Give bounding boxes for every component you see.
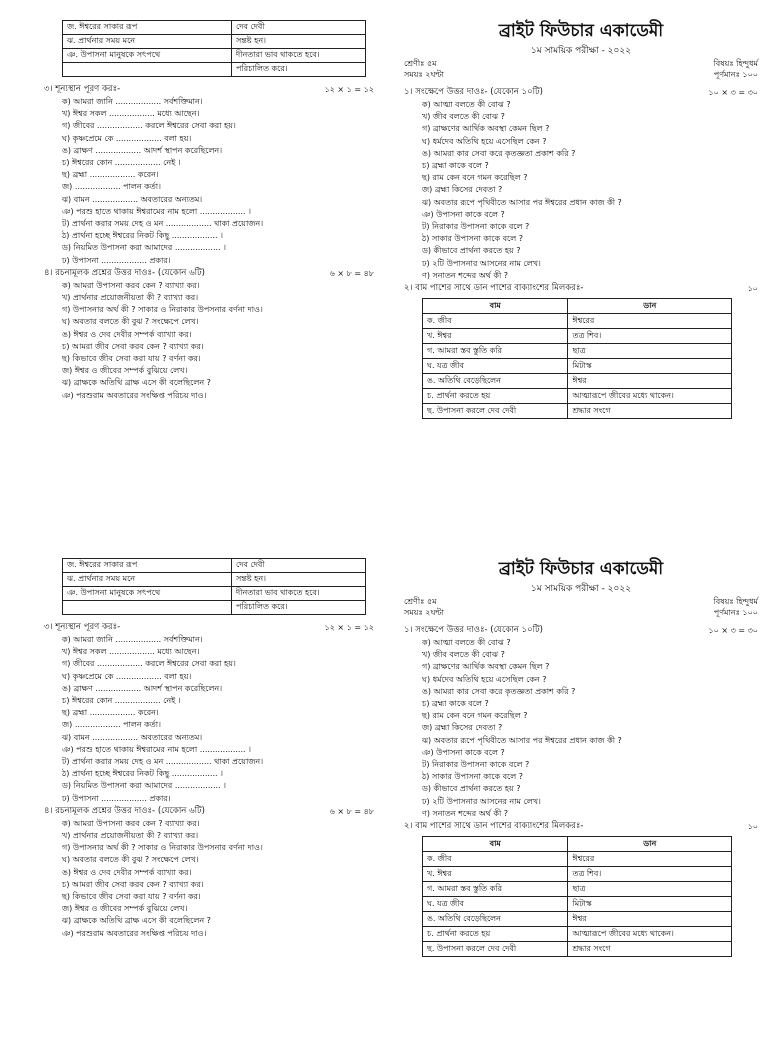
table-row: চ. প্রার্থনা করতে হয় আত্মারূপে জীবের মধ্যে থাকেন। xyxy=(423,389,732,404)
table-row: ঘ. যত্র জীব মিটাস্ক xyxy=(423,897,732,912)
class-label: শ্রেণীঃ ৫ম xyxy=(404,597,437,606)
table-row: চ. প্রার্থনা করতে হয় আত্মারূপে জীবের মধ্যে থাকেন। xyxy=(423,927,732,942)
list-item: ক) আত্মা বলতে কী বোঝ ? xyxy=(422,638,511,647)
list-item: ক) আমরা জানি .................. সর্বশক্তিমান। xyxy=(62,635,203,644)
list-item: জ) .................. পালন কর্তা। xyxy=(62,182,161,192)
table-row: পরিচালিত করে। xyxy=(63,601,366,615)
meta-row xyxy=(404,596,758,607)
table-row: ক. জীব ঈশ্বরের xyxy=(423,314,732,329)
list-item: জ) ঈশ্বর ও জীবের সম্পর্ক বুঝিয়ে লেখ। xyxy=(62,904,188,914)
list-item: ছ) ব্রহ্মা .................. করেন। xyxy=(62,170,159,180)
table-row: ঝ. প্রার্থনার সময় মনে সন্তষ্ট হন। xyxy=(63,573,366,587)
table-row: ছ. উপাসনা করলে দেব দেবী শ্রদ্ধার সংগে xyxy=(423,942,732,957)
list-item: জ) ব্রহ্মা কিসের দেবতা ? xyxy=(422,185,503,195)
list-item: ঠ) প্রার্থনা হচ্ছে ঈশ্বরের নিকট কিছু .................. । xyxy=(62,769,223,779)
meta-row xyxy=(404,58,758,69)
time-label: সময়ঃ ২ঘন্টা xyxy=(404,608,445,617)
q2-marks: ১০ xyxy=(747,822,758,832)
list-item: জ) ঈশ্বর ও জীবের সম্পর্ক বুঝিয়ে লেখ। xyxy=(62,366,188,376)
list-item: ঝ) অবতার রূপে পৃথিবীতে আসার পর ঈশ্বরের প্রধান কাজ কী ? xyxy=(422,197,622,207)
table-row: ক. জীব ঈশ্বরের xyxy=(423,852,732,867)
q3-heading: ৩। শূন্যস্থান পূরণ করঃ- ১২ × ১ = ১২ xyxy=(44,84,374,94)
list-item: চ) আমরা জীব সেবা করব কেন ? ব্যাখ্যা কর। xyxy=(62,341,204,351)
list-item: গ) ব্রাক্ষণের আর্থিক অবস্থা কেমন ছিল ? xyxy=(422,124,550,134)
q3-marks: ১২ × ১ = ১২ xyxy=(324,623,374,632)
list-item: ঙ) ঈশ্বর ও দেব দেবীর সম্পর্ক ব্যাখ্যা কর। xyxy=(62,329,192,339)
school-title: ব্রাইট ফিউচার একাডেমী xyxy=(498,21,664,41)
class-label: শ্রেণীঃ ৫ম xyxy=(404,59,437,68)
q1-heading: ১। সংক্ষেপে উত্তর দাওঃ- (যেকোন ১০টি) ১০ × ৩ = ৩০ xyxy=(404,625,758,635)
list-item: খ) ঈশ্বর সকল .................. মধ্যে আছেন। xyxy=(62,109,200,119)
q1-marks: ১০ × ৩ = ৩০ xyxy=(708,626,758,635)
left-column xyxy=(44,0,374,402)
table-row: খ. ঈশ্বর তত্র শিব। xyxy=(423,867,732,882)
list-item: ছ) ব্রহ্মা .................. করেন। xyxy=(62,708,159,718)
table-row: গ. আমরা স্তব স্তুতি করি ছাত্র xyxy=(423,882,732,897)
table-row: ঘ. যত্র জীব মিটাস্ক xyxy=(423,359,732,374)
table-row: ছ. উপাসনা করলে দেব দেবী শ্রদ্ধার সংগে xyxy=(423,404,732,419)
list-item: জ) ব্রহ্মা কিসের দেবতা ? xyxy=(422,723,503,733)
table-row: খ. ঈশ্বর তত্র শিব। xyxy=(423,329,732,344)
continued-match-table xyxy=(62,20,366,77)
list-item: ণ) সনাতন শব্দের অর্থ কী ? xyxy=(422,808,509,818)
table-row: পরিচালিত করে। xyxy=(63,63,366,77)
list-item: ঘ) ধর্মদেব অতিথি হয়ে এসেছিল কেন ? xyxy=(422,136,547,146)
school-title: ব্রাইট ফিউচার একাডেমী xyxy=(498,559,664,579)
list-item: গ) উপাসনার অর্থ কী ? সাকার ও নিরাকার উপসনার বর্ণনা দাও। xyxy=(62,843,263,853)
list-item: ড) কীভাবে প্রার্থনা করতে হয় ? xyxy=(422,246,521,256)
list-item: চ) ঈশ্বরের কোন .................. নেই । xyxy=(62,696,181,706)
list-item: ড) নিয়মিত উপাসনা করা আমাদের .................. । xyxy=(62,781,227,791)
list-item: ঢ) ২টি উপাসনার আসনের নাম লেখ। xyxy=(422,258,541,268)
list-item: ঙ) আমরা কার সেবা করে কৃতজ্ঞতা প্রকাশ করি ? xyxy=(422,686,576,696)
list-item: ঠ) প্রার্থনা হচ্ছে ঈশ্বরের নিকট কিছু .................. । xyxy=(62,231,223,241)
list-item: ঢ) ২টি উপাসনার আসনের নাম লেখ। xyxy=(422,796,541,806)
list-item: ক) আত্মা বলতে কী বোঝ ? xyxy=(422,100,511,109)
meta-row xyxy=(404,69,758,80)
list-item: ঝ) অবতার রূপে পৃথিবীতে আসার পর ঈশ্বরের প্রধান কাজ কী ? xyxy=(422,735,622,745)
list-item: ট) নিরাকার উপাসনা কাকে বলে ? xyxy=(422,222,530,232)
col-right-header: ডান xyxy=(568,299,732,314)
list-item: ঞ) পরশুরাম অবতারের সংক্ষিপ্ত পরিচয় দাও। xyxy=(62,390,207,400)
q4-heading: ৪। রচনামূলক প্রশ্নের উত্তর দাওঃ- (যেকোন ৬টি) ৬ × ৮ = ৪৮ xyxy=(44,267,374,278)
col-right-header: ডান xyxy=(568,837,732,852)
list-item: ছ) রাম কেন বনে গমন করেছিল ? xyxy=(422,173,528,183)
subject-label: বিষয়ঃ হিন্দুধর্ম xyxy=(713,59,758,68)
list-item: খ) ঈশ্বর সকল .................. মধ্যে আছেন। xyxy=(62,647,200,657)
list-item: ক) আমরা উপাসনা করব কেন ? ব্যাখ্যা কর। xyxy=(62,280,200,290)
table-row: গ. আমরা স্তব স্তুতি করি ছাত্র xyxy=(423,344,732,359)
list-item: ঝ) বামন .................. অবতারের অন্যতম। xyxy=(62,732,203,742)
table-row: ঙ. অতিথি বেড়েছিলেন ঈশ্বর xyxy=(423,912,732,927)
list-item: ঘ) অবতার বলতে কী বুঝ ? সংক্ষেপে লেখ। xyxy=(62,855,199,865)
q4-marks: ৬ × ৮ = ৪৮ xyxy=(329,268,374,278)
list-item: গ) ব্রাক্ষণের আর্থিক অবস্থা কেমন ছিল ? xyxy=(422,662,550,672)
table-row: ঝ. প্রার্থনার সময় মনে সন্তষ্ট হন। xyxy=(63,35,366,49)
right-column xyxy=(404,538,758,957)
full-marks-label: পূর্ণমানঃ ১০০ xyxy=(713,70,758,79)
exam-name: ১ম সাময়িক পরীক্ষা - ২০২২ xyxy=(530,584,632,594)
list-item: চ) ব্রহ্মা কাকে বলে ? xyxy=(422,161,489,171)
q2-heading: ২। বাম পাশের সাথে ডান পাশের বাক্যাংশের মিলকরঃ- ১০ xyxy=(404,821,758,832)
list-item: গ) জীবের .................. করলে ঈশ্বরের সেবা করা হয়। xyxy=(62,659,236,669)
list-item: ঝ) বামন .................. অবতারের অন্যতম। xyxy=(62,194,203,204)
exam-name: ১ম সাময়িক পরীক্ষা - ২০২২ xyxy=(530,46,632,56)
list-item: ঢ) উপাসনা .................. প্রকার। xyxy=(62,793,171,803)
list-item: চ) ঈশ্বরের কোন .................. নেই । xyxy=(62,158,181,168)
list-item: ঞ) পরশু হাতে থাকায় ঈশ্বরামের নাম হলো .................. । xyxy=(62,744,251,754)
continued-match-table xyxy=(62,558,366,615)
col-left-header: বাম xyxy=(423,837,568,852)
q4-heading: ৪। রচনামূলক প্রশ্নের উত্তর দাওঃ- (যেকোন ৬টি) ৬ × ৮ = ৪৮ xyxy=(44,805,374,816)
table-row: ঞ. উপাসনা মানুষকে সৎপথে দীনতারা ভাব থাকতে হবে। xyxy=(63,587,366,601)
list-item: ট) প্রার্থনা করার সময় দেহ ও মন .................. থাকা প্রয়োজন। xyxy=(62,219,264,229)
list-item: চ) আমরা জীব সেবা করব কেন ? ব্যাখ্যা কর। xyxy=(62,879,204,889)
list-item: ঞ) উপাসনা কাকে বলে ? xyxy=(422,747,505,757)
list-item: ঘ) কৃষ্ণপ্রেমে কে .................. বলা হয়। xyxy=(62,671,192,681)
table-row: জ. ঈশ্বরের সাকার রূপ দেব দেবী xyxy=(63,559,366,573)
list-item: ঙ) ঈশ্বর ও দেব দেবীর সম্পর্ক ব্যাখ্যা কর। xyxy=(62,867,192,877)
left-column xyxy=(44,538,374,940)
list-item: খ) জীব বলতে কী বোঝ ? xyxy=(422,112,505,122)
list-item: ঘ) ধর্মদেব অতিথি হয়ে এসেছিল কেন ? xyxy=(422,674,547,684)
list-item: ঘ) অবতার বলতে কী বুঝ ? সংক্ষেপে লেখ। xyxy=(62,317,199,327)
col-left-header: বাম xyxy=(423,299,568,314)
list-item: গ) উপাসনার অর্থ কী ? সাকার ও নিরাকার উপসনার বর্ণনা দাও। xyxy=(62,305,263,315)
list-item: চ) ব্রহ্মা কাকে বলে ? xyxy=(422,699,489,709)
match-table xyxy=(422,298,732,419)
q2-marks: ১০ xyxy=(747,284,758,294)
list-item: খ) জীব বলতে কী বোঝ ? xyxy=(422,650,505,660)
question-paper-copy-1 xyxy=(0,0,768,512)
list-item: ঙ) ব্রাক্ষণ .................. আদর্শ স্থাপন করেছিলেন। xyxy=(62,683,223,693)
list-item: ঠ) সাকার উপাসনা কাকে বলে ? xyxy=(422,772,523,782)
q4-marks: ৬ × ৮ = ৪৮ xyxy=(329,806,374,816)
table-row: ঞ. উপাসনা মানুষকে সৎপথে দীনতারা ভাব থাকতে হবে। xyxy=(63,49,366,63)
time-label: সময়ঃ ২ঘন্টা xyxy=(404,70,445,79)
list-item: ড) নিয়মিত উপাসনা করা আমাদের .................. । xyxy=(62,243,227,253)
list-item: ঙ) আমরা কার সেবা করে কৃতজ্ঞতা প্রকাশ করি ? xyxy=(422,148,576,158)
list-item: ছ) কিভাবে জীব সেবা করা যায় ? বর্ণনা কর। xyxy=(62,354,201,364)
full-marks-label: পূর্ণমানঃ ১০০ xyxy=(713,608,758,617)
list-item: ঞ) পরশু হাতে থাকায় ঈশ্বরামের নাম হলো .................. । xyxy=(62,206,251,216)
q3-heading: ৩। শূন্যস্থান পূরণ করঃ- ১২ × ১ = ১২ xyxy=(44,622,374,632)
list-item: ঢ) উপাসনা .................. প্রকার। xyxy=(62,255,171,265)
match-table xyxy=(422,836,732,957)
table-row: জ. ঈশ্বরের সাকার রূপ দেব দেবী xyxy=(63,21,366,35)
q1-marks: ১০ × ৩ = ৩০ xyxy=(708,88,758,97)
question-paper-copy-2 xyxy=(0,538,768,1050)
list-item: ঞ) পরশুরাম অবতারের সংক্ষিপ্ত পরিচয় দাও। xyxy=(62,928,207,938)
right-column xyxy=(404,0,758,419)
list-item: ঘ) কৃষ্ণপ্রেমে কে .................. বলা হয়। xyxy=(62,133,192,143)
table-header-row xyxy=(423,837,732,852)
list-item: ঠ) সাকার উপাসনা কাকে বলে ? xyxy=(422,234,523,244)
q1-heading: ১। সংক্ষেপে উত্তর দাওঃ- (যেকোন ১০টি) ১০ × ৩ = ৩০ xyxy=(404,87,758,97)
list-item: ছ) রাম কেন বনে গমন করেছিল ? xyxy=(422,711,528,721)
list-item: ঝ) ব্রাক্ষকে অতিথি ব্রাক্ষ এসে কী বলেছিলেন ? xyxy=(62,916,211,926)
list-item: গ) জীবের .................. করলে ঈশ্বরের সেবা করা হয়। xyxy=(62,121,236,131)
list-item: ছ) কিভাবে জীব সেবা করা যায় ? বর্ণনা কর। xyxy=(62,892,201,902)
q3-marks: ১২ × ১ = ১২ xyxy=(324,85,374,94)
list-item: ক) আমরা জানি .................. সর্বশক্তিমান। xyxy=(62,97,203,106)
list-item: ঝ) ব্রাক্ষকে অতিথি ব্রাক্ষ এসে কী বলেছিলেন ? xyxy=(62,378,211,388)
q2-heading: ২। বাম পাশের সাথে ডান পাশের বাক্যাংশের মিলকরঃ- ১০ xyxy=(404,283,758,294)
list-item: খ) প্রার্থনার প্রয়োজনীয়তা কী ? ব্যাখ্যা কর। xyxy=(62,831,199,841)
table-row: ঙ. অতিথি বেড়েছিলেন ঈশ্বর xyxy=(423,374,732,389)
meta-row xyxy=(404,607,758,618)
list-item: ক) আমরা উপাসনা করব কেন ? ব্যাখ্যা কর। xyxy=(62,818,200,828)
list-item: ঙ) ব্রাক্ষণ .................. আদর্শ স্থাপন করেছিলেন। xyxy=(62,145,223,155)
table-header-row xyxy=(423,299,732,314)
list-item: খ) প্রার্থনার প্রয়োজনীয়তা কী ? ব্যাখ্যা কর। xyxy=(62,293,199,303)
list-item: ঞ) উপাসনা কাকে বলে ? xyxy=(422,209,505,219)
list-item: ট) প্রার্থনা করার সময় দেহ ও মন .................. থাকা প্রয়োজন। xyxy=(62,757,264,767)
list-item: ণ) সনাতন শব্দের অর্থ কী ? xyxy=(422,270,509,280)
list-item: ট) নিরাকার উপাসনা কাকে বলে ? xyxy=(422,760,530,770)
list-item: ড) কীভাবে প্রার্থনা করতে হয় ? xyxy=(422,784,521,794)
subject-label: বিষয়ঃ হিন্দুধর্ম xyxy=(713,597,758,606)
list-item: জ) .................. পালন কর্তা। xyxy=(62,720,161,730)
